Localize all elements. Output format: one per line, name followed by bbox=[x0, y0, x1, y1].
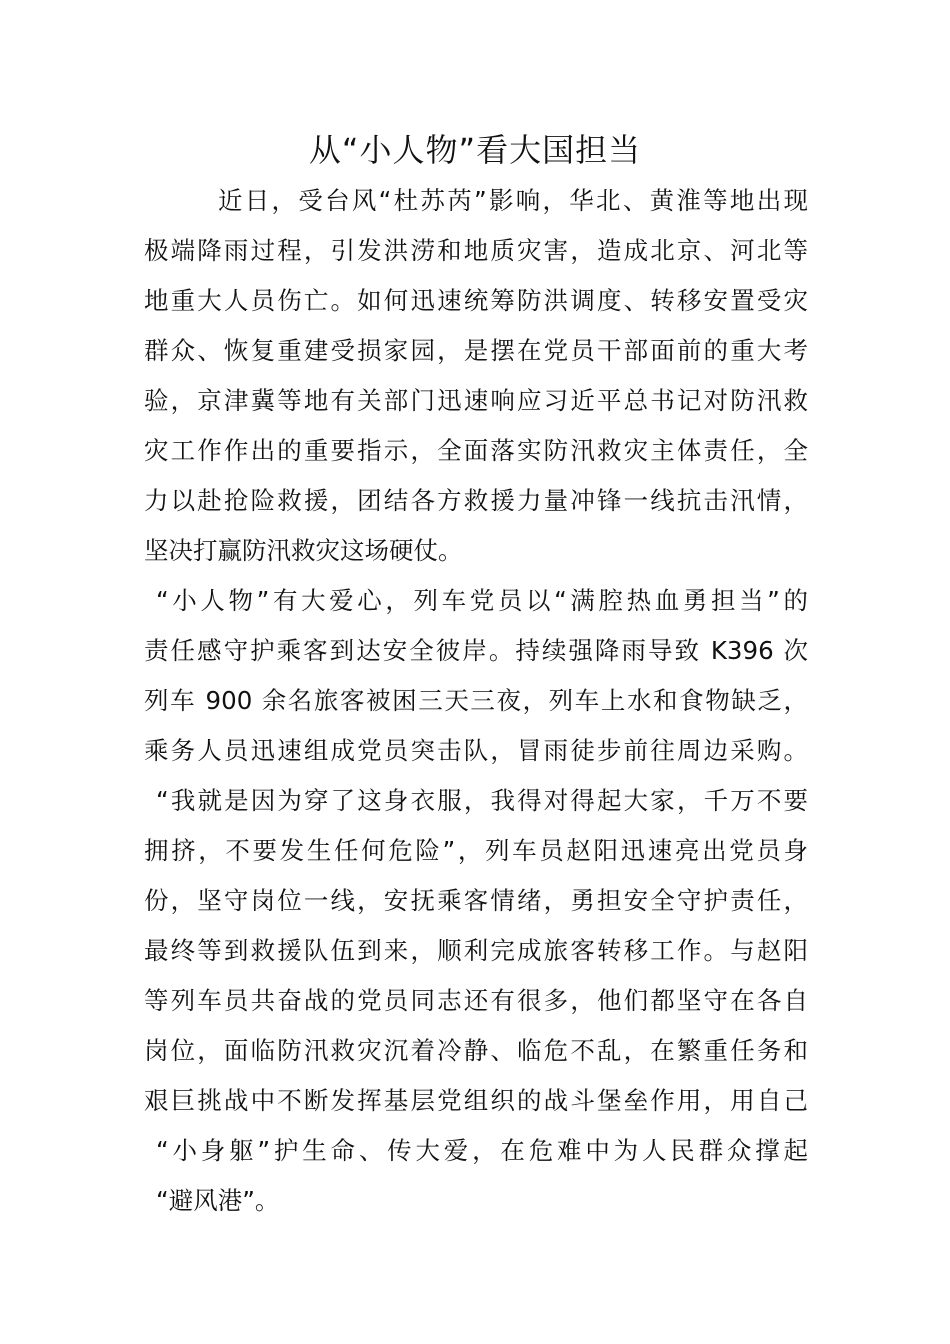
paragraph-1-line-5: 验，京津冀等地有关部门迅速响应习近平总书记对防汛救 bbox=[144, 386, 808, 415]
paragraph-1-line-7: 力以赴抢险救援，团结各方救援力量冲锋一线抗击汛情， bbox=[144, 486, 808, 515]
paragraph-2-line-4: 乘务人员迅速组成党员突击队，冒雨徒步前往周边采购。 bbox=[144, 736, 808, 765]
paragraph-1-line-2: 极端降雨过程，引发洪涝和地质灾害，造成北京、河北等 bbox=[144, 236, 808, 265]
paragraph-1-line-4: 群众、恢复重建受损家园，是摆在党员干部面前的重大考 bbox=[144, 336, 808, 365]
paragraph-2-line-5: “我就是因为穿了这身衣服，我得对得起大家，千万不要 bbox=[156, 786, 808, 815]
paragraph-2-line-7: 份，坚守岗位一线，安抚乘客情绪，勇担安全守护责任， bbox=[144, 886, 808, 915]
document-title: 从“小人物”看大国担当 bbox=[308, 131, 642, 169]
paragraph-2-line-6: 拥挤，不要发生任何危险”，列车员赵阳迅速亮出党员身 bbox=[144, 836, 808, 865]
paragraph-2-line-9: 等列车员共奋战的党员同志还有很多，他们都坚守在各自 bbox=[144, 986, 808, 1015]
paragraph-1-line-3: 地重大人员伤亡。如何迅速统筹防洪调度、转移安置受灾 bbox=[144, 286, 808, 315]
paragraph-1-line-1: 近日，受台风“杜苏芮”影响，华北、黄淮等地出现 bbox=[218, 186, 808, 215]
paragraph-1-line-6: 灾工作作出的重要指示，全面落实防汛救灾主体责任，全 bbox=[144, 436, 808, 465]
paragraph-2-line-12: “小身躯”护生命、传大爱，在危难中为人民群众撑起 bbox=[156, 1136, 808, 1165]
paragraph-2-line-11: 艰巨挑战中不断发挥基层党组织的战斗堡垒作用，用自己 bbox=[144, 1086, 808, 1115]
document-body bbox=[144, 176, 808, 1226]
paragraph-2-line-8: 最终等到救援队伍到来，顺利完成旅客转移工作。与赵阳 bbox=[144, 936, 808, 965]
paragraph-2-line-1: “小人物”有大爱心，列车党员以“满腔热血勇担当”的 bbox=[156, 586, 808, 615]
paragraph-1-line-8: 坚决打赢防汛救灾这场硬仗。 bbox=[144, 536, 463, 565]
paragraph-2-line-10: 岗位，面临防汛救灾沉着冷静、临危不乱，在繁重任务和 bbox=[144, 1036, 808, 1065]
paragraph-2-line-2: 责任感守护乘客到达安全彼岸。持续强降雨导致 K396 次 bbox=[144, 636, 808, 665]
paragraph-2-line-13: “避风港”。 bbox=[156, 1186, 280, 1215]
paragraph-2-line-3: 列车 900 余名旅客被困三天三夜，列车上水和食物缺乏， bbox=[144, 686, 808, 715]
